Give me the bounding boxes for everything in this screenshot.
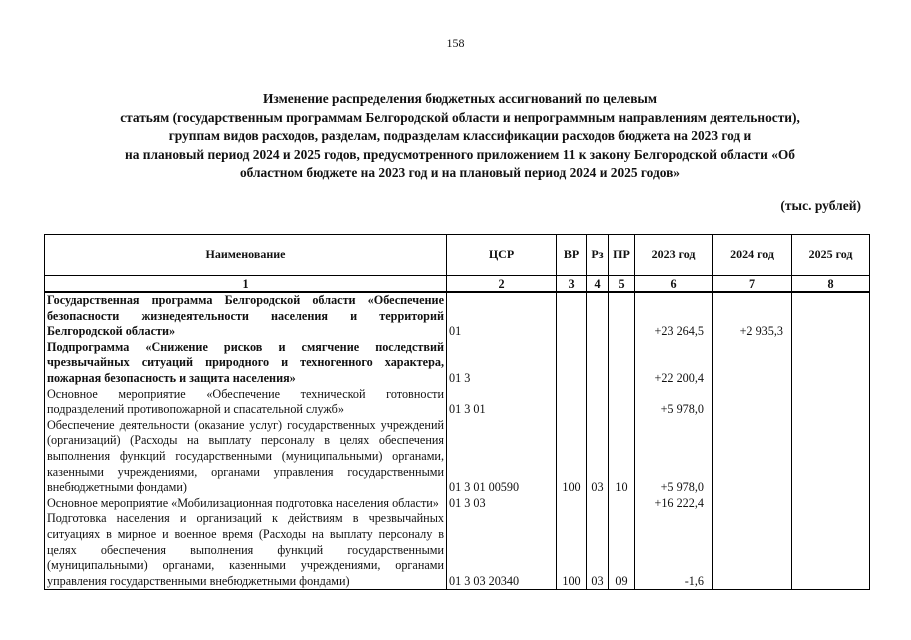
row-vr: 100 [557,418,587,496]
row-2025 [792,496,870,512]
row-2024 [713,496,792,512]
row-rz [587,292,609,340]
header-vr: ВР [557,235,587,276]
table-row [45,496,870,512]
row-2023: +5 978,0 [635,418,713,496]
row-csr: 01 [447,292,557,340]
row-pr [609,292,635,340]
document-title [60,90,860,183]
title-line: статьям (государственным программам Белгородской области и непрограммным направлениям деятельности), [120,109,800,125]
row-2025 [792,418,870,496]
row-rz: 03 [587,418,609,496]
row-2024 [713,511,792,589]
header-pr: ПР [609,235,635,276]
column-number: 7 [713,276,792,293]
row-vr: 100 [557,511,587,589]
row-2025 [792,387,870,418]
row-name: Подготовка населения и организаций к действиям в чрезвычайных ситуациях в мирное и военное время (Расходы на выплату персоналу в целях обеспечения выполнения функций государственными (муниципальными) органами, казенными учреждениями, органами управления государственными внебюджетными фондами) [45,511,447,589]
title-line: на плановый период 2024 и 2025 годов, предусмотренного приложением 11 к закону Белгородской области «Об [124,146,796,162]
row-2025 [792,511,870,589]
title-line: Изменение распределения бюджетных ассигнований по целевым [262,91,658,106]
column-number: 4 [587,276,609,293]
row-csr: 01 3 03 20340 [447,511,557,589]
row-rz [587,496,609,512]
row-2025 [792,340,870,387]
row-2025 [792,292,870,340]
row-name: Обеспечение деятельности (оказание услуг) государственных учреждений (организаций) (Расходы на выплату персоналу в целях обеспечения выполнения функций государственными (муниципальными) органами, казенными учреждениями, органами управления государственными внебюджетными фондами) [45,418,447,496]
column-number: 8 [792,276,870,293]
header-2025: 2025 год [792,235,870,276]
row-name: Основное мероприятие «Обеспечение технической готовности подразделений противопожарной и спасательной служб» [45,387,447,418]
row-2023: +16 222,4 [635,496,713,512]
row-csr: 01 3 03 [447,496,557,512]
row-2024: +2 935,3 [713,292,792,340]
row-2023: +23 264,5 [635,292,713,340]
row-name: Подпрограмма «Снижение рисков и смягчение последствий чрезвычайных ситуаций природного и техногенного характера, пожарная безопасность и защита населения» [45,340,447,387]
page-number: 158 [446,36,465,50]
row-pr: 09 [609,511,635,589]
row-vr [557,292,587,340]
table-row [45,418,870,496]
table-row [45,292,870,340]
row-pr [609,496,635,512]
header-2023: 2023 год [635,235,713,276]
row-2023: +5 978,0 [635,387,713,418]
column-number: 1 [45,276,447,293]
table-row [45,340,870,387]
row-csr: 01 3 [447,340,557,387]
column-number: 2 [447,276,557,293]
column-number: 5 [609,276,635,293]
row-name: Основное мероприятие «Мобилизационная подготовка населения области» [45,496,447,512]
column-number: 3 [557,276,587,293]
table-row [45,511,870,589]
title-line: группам видов расходов, разделам, подразделам классификации расходов бюджета на 2023 год и [168,128,752,143]
header-2024: 2024 год [713,235,792,276]
row-pr [609,387,635,418]
row-vr [557,387,587,418]
column-number: 6 [635,276,713,293]
row-2024 [713,387,792,418]
header-rz: Рз [587,235,609,276]
row-rz: 03 [587,511,609,589]
title-line: областном бюджете на 2023 год и на плановый период 2024 и 2025 годов» [239,165,681,180]
row-vr [557,496,587,512]
row-csr: 01 3 01 [447,387,557,418]
row-2024 [713,418,792,496]
row-2023: -1,6 [635,511,713,589]
row-pr: 10 [609,418,635,496]
row-name: Государственная программа Белгородской области «Обеспечение безопасности жизнедеятельности населения и территорий Белгородской области» [45,292,447,340]
header-csr: ЦСР [447,235,557,276]
column-number-row [45,276,870,293]
table-row [45,387,870,418]
row-rz [587,387,609,418]
header-name: Наименование [45,235,447,276]
header-row [45,235,870,276]
row-csr: 01 3 01 00590 [447,418,557,496]
row-pr [609,340,635,387]
row-2024 [713,340,792,387]
row-rz [587,340,609,387]
budget-table [44,234,870,590]
row-vr [557,340,587,387]
units-label: (тыс. рублей) [780,198,861,213]
row-2023: +22 200,4 [635,340,713,387]
